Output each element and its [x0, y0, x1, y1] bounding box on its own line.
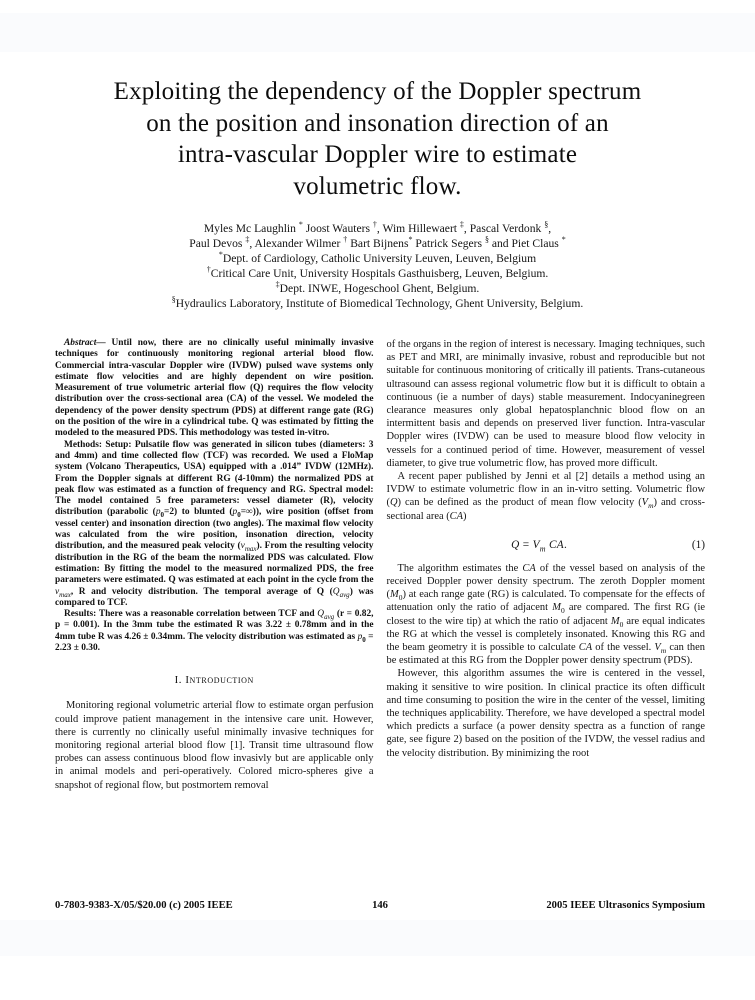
abstract-paragraph: Abstract— Until now, there are no clinically useful minimally invasive techniques for continuously monitoring regional arterial blood flow. Commercial intra-vascular Doppler wire (IVDW) pulsed wave systems only estimate flow velocities and are highly dependent on wire position. Measurement of true volumetric arterial flow (Q) requires the flow velocity distribution over the cross-sectional area (CA) of the vessel. We modeled the dependency of the power density spectrum (PDS) at different range gate (RG) on the position of the wire in a cylindrical tube. Q was estimated by fitting the modeled to the measured PDS. This methodology was tested in-vitro.: [55, 338, 374, 439]
paper-title-line-1: Exploiting the dependency of the Doppler spectrum: [113, 78, 642, 105]
body-paragraph: A recent paper published by Jenni et al [2] details a method using an IVDW to estimate volumetric flow in an in-vitro setting. Volumetric flow (Q) can be defined as the product of mean flow velocity $(V_m)$ and cross-sectional area (CA): [386, 471, 705, 522]
affiliation-line-3: ‡Dept. INWE, Hogeschool Ghent, Belgium.: [275, 280, 480, 295]
equation-1: [387, 538, 706, 554]
two-column-body: [55, 338, 705, 792]
equation-1-number: (1): [691, 538, 705, 551]
footer-page-number: 146: [372, 900, 388, 911]
paper-title-line-4: volumetric flow.: [293, 172, 462, 200]
author-line-1: Myles Mc Laughlin * Joost Wauters †, Wim Hillewaert ‡, Pascal Verdonk §,: [203, 220, 552, 235]
affiliation-line-2: †Critical Care Unit, University Hospitals Gasthuisberg, Leuven, Belgium.: [206, 265, 549, 280]
authors-and-affiliations: [0, 221, 755, 311]
affiliation-line-4: §Hydraulics Laboratory, Institute of Biomedical Technology, Ghent University, Belgium.: [171, 295, 584, 310]
footer-copyright: 0-7803-9383-X/05/$20.00 (c) 2005 IEEE: [55, 900, 233, 911]
paper-title-line-2: on the position and insonation direction of an: [146, 109, 609, 137]
abstract-methods-paragraph: Methods: Setup: Pulsatile flow was generated in silicon tubes (diameters: 3 and 4mm) and time collected flow (TCF) was recorded. We used a FloMap system (Volcano Therapeutics, USA) equipped with a .014” IVDW (12MHz). From the Doppler signals at different RG (4-10mm) the normalized PDS at peak flow was estimated as a function of frequency and RG. Spectral model: The model contained 5 free parameters: vessel diameter (R), velocity distribution (parabolic $(p_0=2)$ to blunted $(p_0=\infty)$), wire position (offset from vessel center) and insonation direction (two angles). The maximal flow velocity was calculated from the wire position, insonation direction, velocity distribution, and the measured peak velocity $(v_{max})$. From the resulting velocity distribution in the RG of the beam the normalized PDS was calculated. Flow estimation: By fitting the model to the measured normalized PDS, the free parameters were estimated. Q was estimated at each point in the cycle from the $v_{max}$, R and velocity distribution. The temporal average of Q $(Q_{avg})$ was compared to TCF.: [55, 439, 374, 608]
paper-title: [0, 76, 755, 202]
right-column: [387, 338, 706, 792]
body-paragraph: The algorithm estimates the CA of the vessel based on analysis of the received Doppler power density spectrum. The zeroth Doppler moment $(M_0)$ at each range gate (RG) is calculated. To compensate for the effects of attenuation only the ratio of adjacent $M_0$ are compared. The first RG (ie closest to the wire tip) at which the ratio of adjacent $M_0$ are equal indicates the RG at which the vessel is completely insonated. Knowing this RG and the beam geometry it is possible to calculate CA of the vessel. $V_m$ can then be estimated at this RG from the Doppler power density spectrum (PDS).: [386, 562, 706, 667]
paper-title-line-3: intra-vascular Doppler wire to estimate: [177, 141, 578, 168]
body-paragraph: However, this algorithm assumes the wire is centered in the vessel, making it sensitive to wire position. In clinical practice its often difficult and time consuming to position the wire in the center of the vessel, limiting the techniques applicability. Therefore, we have developed a spectral model which predicts a surface (a power density spectra as a function of range gate, see figure 2) based on the position of the IVDW, the vessel radius and the velocity distribution. By minimizing the root: [386, 668, 705, 759]
left-column: [55, 338, 374, 792]
body-paragraph: of the organs in the region of interest is necessary. Imaging techniques, such as PET and MRI, are minimally invasive, robust and reproducible but not suitable for continuous monitoring of critically ill patients. Trans-cutaneous ultrasound can assess regional volumetric flow but it is difficult to obtain a continuous (ie a number of days) stable measurement. Indocyaninegreen clearance measures only global hepatosplanchnic blood flow on an intermittent basis and depends on preserved liver function. Intra-vascular Doppler wires (IVDW) can be used to measure blood flow velocity in vessels for a continued period of time. However, measurement of vessel diameter, to give true volumetric flow, has proved more difficult.: [386, 339, 705, 469]
abstract-results-paragraph: Results: There was a reasonable correlation between TCF and $Q_{avg}$ (r = 0.82, p = 0.001). In the 3mm tube the estimated R was 3.22 ± 0.78mm and in the 4mm tube R was 4.26 ± 0.34mm. The velocity distribution was estimated as $p_0 = 2.23 \pm 0.30$.: [55, 609, 374, 654]
section-heading-introduction: I. Introduction: [174, 674, 254, 687]
page-footer: [55, 900, 705, 911]
author-line-2: Paul Devos ‡, Alexander Wilmer † Bart Bijnens* Patrick Segers § and Piet Claus *: [189, 235, 566, 250]
abstract: [55, 338, 374, 654]
equation-1-formula: $Q = V_m$ CA.: [511, 538, 568, 554]
affiliation-line-1: *Dept. of Cardiology, Catholic University Leuven, Leuven, Belgium: [218, 250, 537, 265]
footer-conference-name: 2005 IEEE Ultrasonics Symposium: [546, 900, 706, 911]
introduction-paragraph: Monitoring regional volumetric arterial flow to estimate organ perfusion could improve patient management in the intensive care unit. However, there is currently no clinically useful minimally invasive techniques for monitoring regional arterial blood flow [1]. Transit time ultrasound flow probes can assess continuous blood flow invasivly but are applicable only in animal models and peri-operatively. Colored micro-spheres give a snapshot of regional flow, but postmortem removal: [55, 700, 374, 791]
